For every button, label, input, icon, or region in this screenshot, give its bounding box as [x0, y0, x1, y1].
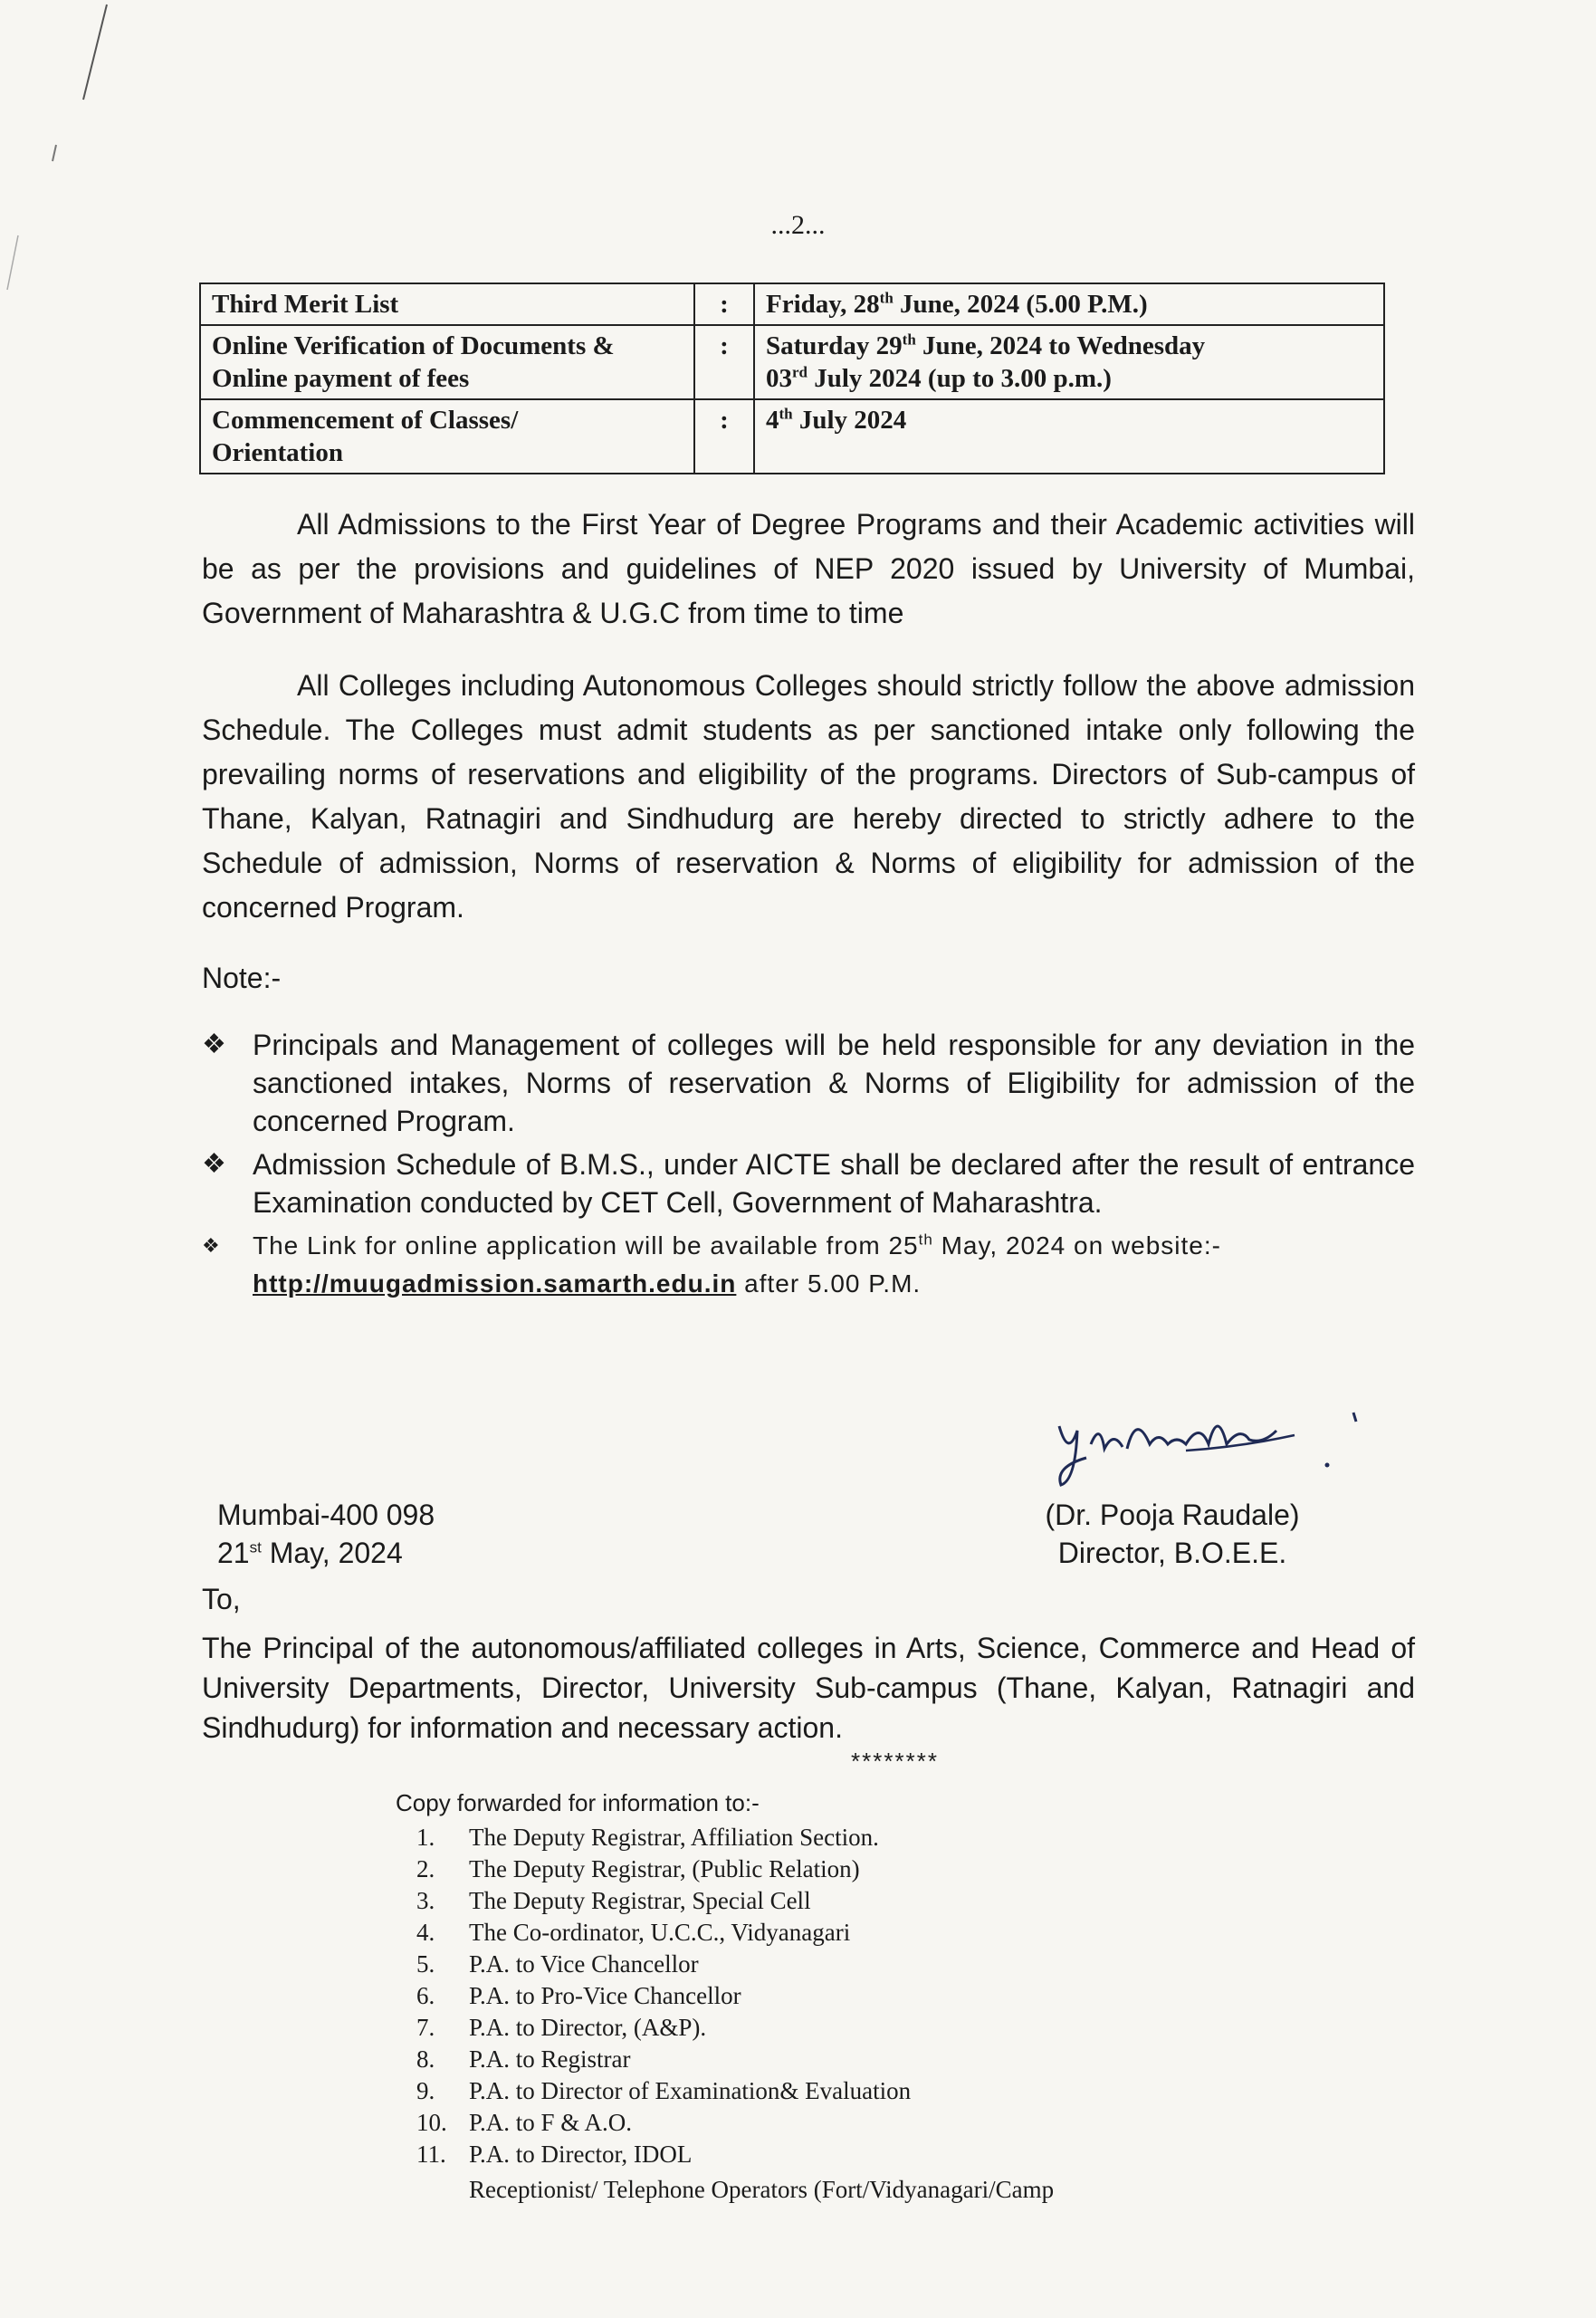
place-date-block — [217, 1496, 435, 1572]
signature — [1050, 1394, 1376, 1494]
schedule-date: Friday, 28th June, 2024 (5.00 P.M.) — [754, 283, 1384, 325]
note-item — [202, 1227, 1415, 1303]
note-item — [202, 1145, 1415, 1221]
note-text: The Link for online application will be available from 25 — [253, 1231, 919, 1260]
note-text: May, 2024 on website:- — [932, 1231, 1221, 1260]
copy-list-item: 11. P.A. to Director, IDOL — [416, 2141, 693, 2168]
to-label: To, — [202, 1583, 241, 1615]
copy-list-item: 10. P.A. to F & A.O. — [416, 2109, 633, 2136]
copy-list-item: 9. P.A. to Director of Examination& Evaluation — [416, 2077, 912, 2104]
note-text: after 5.00 P.M. — [736, 1269, 922, 1298]
signatory-designation: Director, B.O.E.E. — [1057, 1537, 1287, 1569]
copy-list-item: 3. The Deputy Registrar, Special Cell — [416, 1887, 811, 1914]
notes-list — [202, 1026, 1415, 1308]
note-text: Admission Schedule of B.M.S., under AICTE shall be declared after the result of entrance Examination conducted by CET Cell, Government of Maharashtra. — [253, 1148, 1415, 1219]
ordinal-suffix: th — [918, 1231, 933, 1249]
margin-scribble — [0, 0, 127, 326]
copy-forwarded-list — [416, 1822, 911, 2170]
diamond-bullet-icon: ❖ — [202, 1030, 226, 1059]
separator: ******** — [851, 1748, 939, 1775]
copy-forwarded-heading: Copy forwarded for information to:- — [396, 1789, 760, 1816]
schedule-separator: : — [694, 283, 754, 325]
note-label: Note:- — [202, 962, 282, 994]
schedule-date: Saturday 29th June, 2024 to Wednesday 03rd July 2024 (up to 3.00 p.m.) — [754, 325, 1384, 399]
schedule-event: Third Merit List — [200, 283, 694, 325]
diamond-bullet-icon: ❖ — [202, 1149, 226, 1179]
schedule-row — [200, 399, 1384, 474]
paragraph-admissions-guidelines: All Admissions to the First Year of Degree Programs and their Academic activities will be as per the provisions and guidelines of NEP 2020 issued by University of Mumbai, Government of Maharashtra & U.G.C from time to time — [202, 508, 1415, 629]
schedule-date: 4th July 2024 — [754, 399, 1384, 474]
addressee-paragraph: The Principal of the autonomous/affiliated colleges in Arts, Science, Commerce and Head of University Departments, Director, University Sub-campus (Thane, Kalyan, Ratnagiri and Sindhudurg) for information and necessary action. — [202, 1632, 1415, 1744]
place: Mumbai-400 098 — [217, 1499, 435, 1531]
schedule-event: Online Verification of Documents & Online payment of fees — [200, 325, 694, 399]
copy-list-item: 4. The Co-ordinator, U.C.C., Vidyanagari — [416, 1919, 851, 1946]
schedule-row — [200, 325, 1384, 399]
copy-list-item: 7. P.A. to Director, (A&P). — [416, 2014, 707, 2041]
schedule-row — [200, 283, 1384, 325]
admission-schedule-table — [199, 283, 1385, 474]
signatory-name: (Dr. Pooja Raudale) — [1045, 1499, 1300, 1531]
page-number: ...2... — [770, 210, 826, 240]
letter-date: 21st May, 2024 — [217, 1537, 403, 1569]
diamond-bullet-icon: ❖ — [202, 1234, 221, 1257]
paragraph-admission-schedule: All Colleges including Autonomous Colleges should strictly follow the above admission Schedule. The Colleges must admit students as per sanctioned intake only following the prevailing norms of reservations and eligibility of the programs. Directors of Sub-campus of Thane, Kalyan, Ratnagiri and Sindhudurg are hereby directed to strictly adhere to the Schedule of admission, Norms of reservation & Norms of eligibility for admission of the concerned Program. — [202, 669, 1415, 924]
copy-list-item: 2. The Deputy Registrar, (Public Relation) — [416, 1855, 860, 1882]
copy-list-item: 1. The Deputy Registrar, Affiliation Section. — [416, 1824, 879, 1851]
copy-forwarded-extra: Receptionist/ Telephone Operators (Fort/Vidyanagari/Camp — [469, 2176, 1055, 2203]
schedule-separator: : — [694, 325, 754, 399]
copy-list-item: 6. P.A. to Pro-Vice Chancellor — [416, 1982, 741, 2009]
copy-list-item: 5. P.A. to Vice Chancellor — [416, 1950, 699, 1978]
copy-list-item: 8. P.A. to Registrar — [416, 2045, 631, 2073]
schedule-separator: : — [694, 399, 754, 474]
admission-website-link[interactable]: http://muugadmission.samarth.edu.in — [253, 1269, 737, 1298]
note-item — [202, 1026, 1415, 1140]
note-text: Principals and Management of colleges will be held responsible for any deviation in the sanctioned intakes, Norms of reservation & Norms of Eligibility for admission of the concerned Program. — [253, 1029, 1415, 1137]
signatory-block — [1023, 1496, 1322, 1572]
schedule-event: Commencement of Classes/ Orientation — [200, 399, 694, 474]
